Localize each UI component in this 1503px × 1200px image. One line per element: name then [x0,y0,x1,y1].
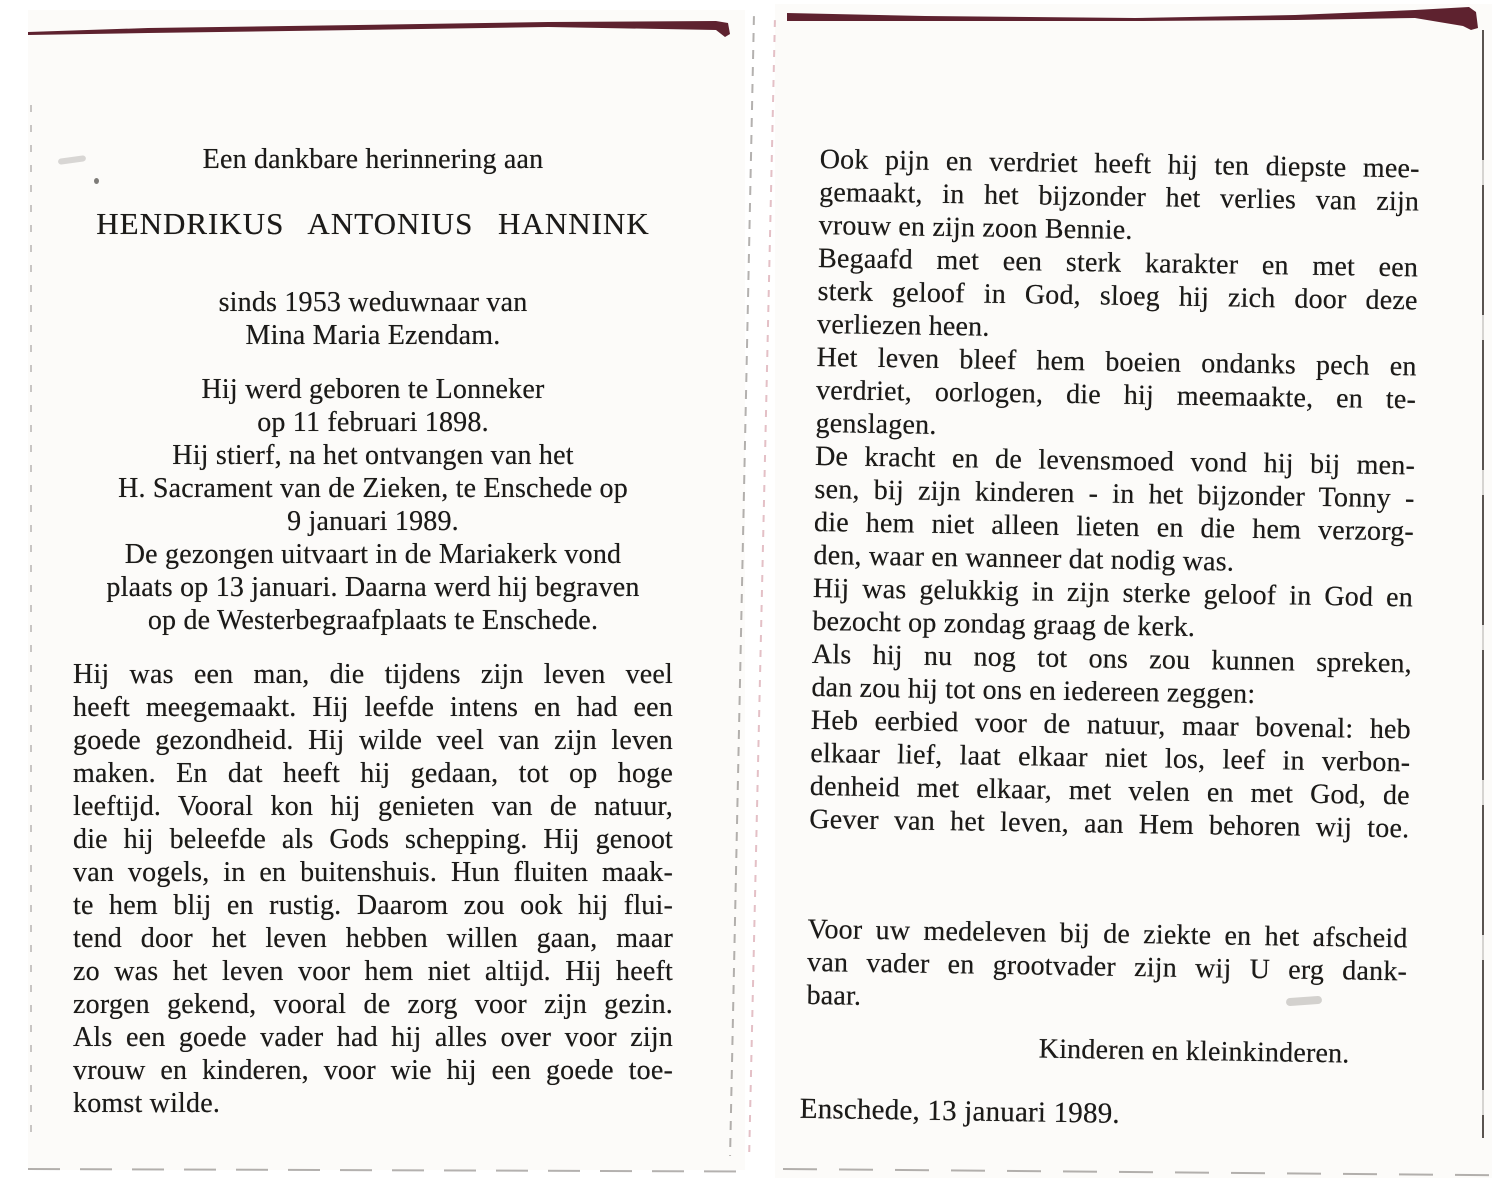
text-line: bezocht op zondag graag de kerk. [812,605,1196,643]
text-line: Ook pijn en verdriet heeft hij ten diepste mee- [819,143,1420,185]
left-page [28,10,745,1170]
signature-line: Kinderen en kleinkinderen. [1038,1033,1350,1070]
memorial-text-paragraphs [809,143,1420,845]
text-line: dan zou hij tot ons en iedereen zeggen: [811,671,1256,710]
text-line: te hem blij en rustig. Daarom zou ook hij flui- [73,890,673,921]
text-line: Begaafd met een sterk karakter en met een [817,242,1419,284]
page-edge-left [30,105,32,1140]
text-line: van vogels, in en buitenshuis. Hun fluiten maak- [73,857,673,888]
text-line: Gever van het leven, aan Hem behoren wij toe. [809,803,1410,845]
text-line: zorgen gekend, vooral de zorg voor zijn gezin. [73,989,673,1020]
text-line: Als hij nu nog tot ons zou kunnen spreken, [811,638,1413,680]
text-line: komst wilde. [73,1088,221,1119]
dedication-line: Een dankbare herinnering aan [202,144,544,175]
text-line: De gezongen uitvaart in de Mariakerk vond [124,539,622,570]
text-line: sinds 1953 weduwnaar van [218,287,528,318]
text-line: den, waar en wanneer dat nodig was. [813,539,1235,578]
left-page-text-column [73,10,673,1170]
life-dates-lines [73,373,673,637]
text-line: op 11 februari 1898. [257,407,489,438]
text-line: Hij werd geboren te Lonneker [201,374,545,405]
text-line: baar. [806,979,862,1012]
text-line: van vader en grootvader zijn wij U erg dank- [806,946,1408,988]
text-line: elkaar lief, laat elkaar niet los, leef in verbon- [810,737,1411,779]
text-line: sterk geloof in God, sloeg hij zich door deze [817,275,1418,317]
text-line: tend door het leven hebben willen gaan, maar [73,923,673,954]
text-line: Als een goede vader had hij alles over voor zijn [73,1022,673,1053]
place-date-line: Enschede, 13 januari 1989. [799,1092,1121,1130]
text-line: die hem niet alleen lieten en die hem verzorg- [813,506,1415,548]
text-line: H. Sacrament van de Zieken, te Enschede op [118,473,628,504]
text-line: Hij was een man, die tijdens zijn leven veel [73,659,673,690]
text-line: Mina Maria Ezendam. [245,320,501,351]
text-line: vrouw en zijn zoon Bennie. [818,209,1133,246]
page-edge-right [1482,30,1484,1138]
page-edge-left [748,20,776,1158]
text-line: zo was het leven voor hem niet altijd. Hij heeft [73,956,673,987]
acknowledgement-paragraph [806,913,1407,1021]
text-line: Hij stierf, na het ontvangen van het [172,440,574,471]
text-line: goede gezondheid. Hij wilde veel van zijn leven [73,725,673,756]
text-line: heeft meegemaakt. Hij leefde intens en had een [73,692,673,723]
text-line: verdriet, oorlogen, die hij meemaakte, en te- [815,374,1417,416]
text-line: sen, bij zijn kinderen - in het bijzonder Tonny - [814,473,1415,515]
deceased-name: HENDRIKUS ANTONIUS HANNINK [96,206,650,241]
text-line: 9 januari 1989. [287,506,459,537]
text-line: plaats op 13 januari. Daarna werd hij begraven [106,572,640,603]
right-page [775,4,1492,1178]
text-line: gemaakt, in het bijzonder het verlies van zijn [818,176,1420,218]
text-line: Het leven bleef hem boeien ondanks pech en [816,341,1417,383]
page-edge-right [729,16,755,1156]
text-line: De kracht en de levensmoed vond hij bij men- [814,440,1416,482]
text-line: vrouw en kinderen, voor wie hij een goede toe- [73,1055,673,1086]
text-line: Hij was gelukkig in zijn sterke geloof in God en [812,572,1414,614]
text-line: leeftijd. Vooral kon hij genieten van de natuur, [73,791,673,822]
text-line: die hij beleefde als Gods schepping. Hij genoot [73,824,673,855]
text-line: Heb eerbied voor de natuur, maar bovenal: heb [810,704,1412,746]
text-line: genslagen. [815,407,937,441]
right-page-text-column [799,4,1422,1187]
text-line: Voor uw medeleven bij de ziekte en het afscheid [807,913,1408,955]
text-line: verliezen heen. [816,308,990,343]
widower-lines [73,286,673,352]
text-line: denheid met elkaar, met velen en met God, de [809,770,1411,812]
biography-paragraph [73,658,673,1120]
text-line: maken. En dat heeft hij gedaan, tot op hoge [73,758,673,789]
text-line: op de Westerbegraafplaats te Enschede. [147,605,599,636]
